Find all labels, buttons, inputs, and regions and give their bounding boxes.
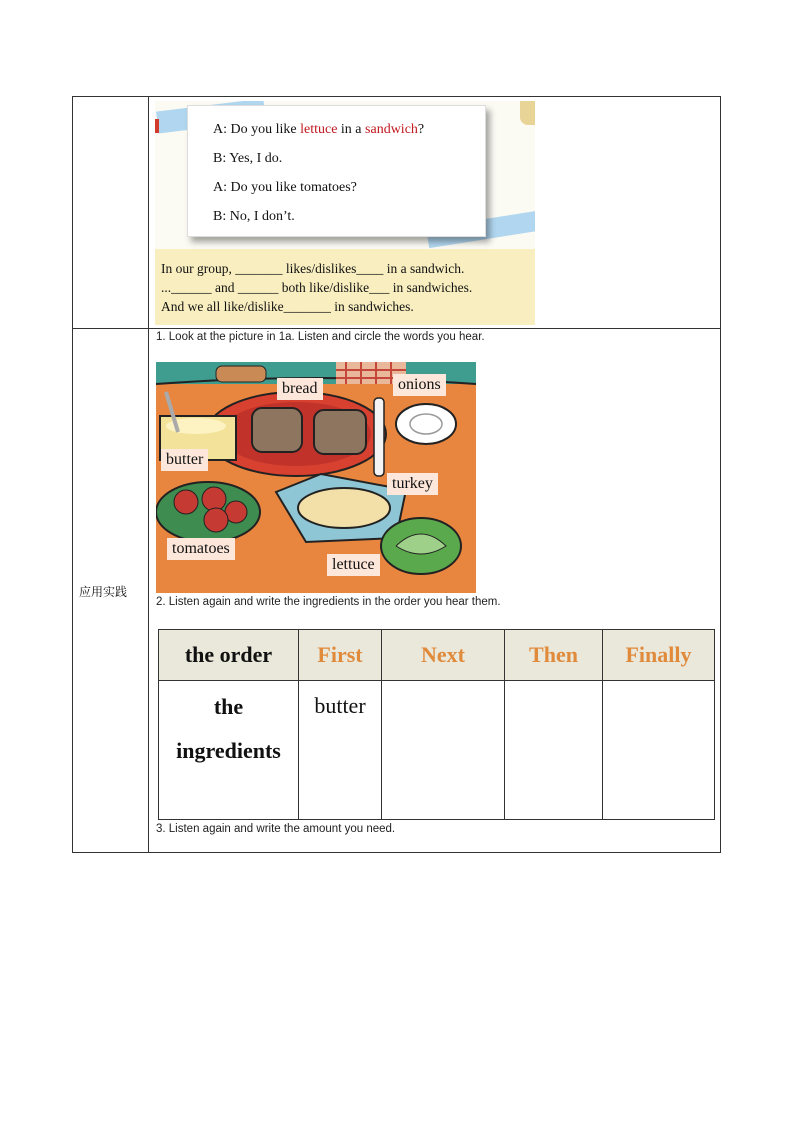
ingredients-row <box>159 681 715 820</box>
label-onions: onions <box>393 374 446 396</box>
label-turkey: turkey <box>387 473 438 495</box>
col-finally: Finally <box>603 630 715 681</box>
order-header-row <box>159 630 715 681</box>
instruction-3: 3. Listen again and write the amount you need. <box>156 823 396 835</box>
col-first: First <box>299 630 382 681</box>
order-row-label: the order <box>159 630 299 681</box>
col-next: Next <box>382 630 505 681</box>
group-note-line-2: ...______ and ______ both like/dislike___ in sandwiches. <box>161 280 473 295</box>
dialogue-line-4: B: No, I don’t. <box>213 209 295 224</box>
label-butter: butter <box>161 449 208 471</box>
dialogue-line-1: A: Do you like lettuce in a sandwich? <box>213 122 425 137</box>
row-divider <box>73 328 720 329</box>
dialogue-line-3: A: Do you like tomatoes? <box>213 180 357 195</box>
instruction-1: 1. Look at the picture in 1a. Listen and circle the words you hear. <box>156 331 485 343</box>
group-note <box>155 249 535 325</box>
dialogue-line-2: B: Yes, I do. <box>213 151 283 166</box>
cell-next[interactable] <box>382 681 505 820</box>
dialogue-image <box>155 101 535 325</box>
dialogue-card <box>187 105 486 237</box>
cell-then[interactable] <box>505 681 603 820</box>
food-picture <box>156 362 476 593</box>
cell-first[interactable]: butter <box>299 681 382 820</box>
ingredients-row-label: the ingredients <box>159 681 299 820</box>
cell-finally[interactable] <box>603 681 715 820</box>
label-lettuce: lettuce <box>327 554 380 576</box>
group-note-line-1: In our group, _______ likes/dislikes____ in a sandwich. <box>161 261 465 276</box>
group-note-line-3: And we all like/dislike_______ in sandwiches. <box>161 299 414 314</box>
col-then: Then <box>505 630 603 681</box>
lesson-table <box>72 96 721 853</box>
order-table <box>158 629 715 820</box>
label-bread: bread <box>277 378 323 400</box>
column-divider <box>148 97 149 852</box>
section-label: 应用实践 <box>79 585 128 599</box>
label-tomatoes: tomatoes <box>167 538 235 560</box>
instruction-2: 2. Listen again and write the ingredients in the order you hear them. <box>156 596 501 608</box>
